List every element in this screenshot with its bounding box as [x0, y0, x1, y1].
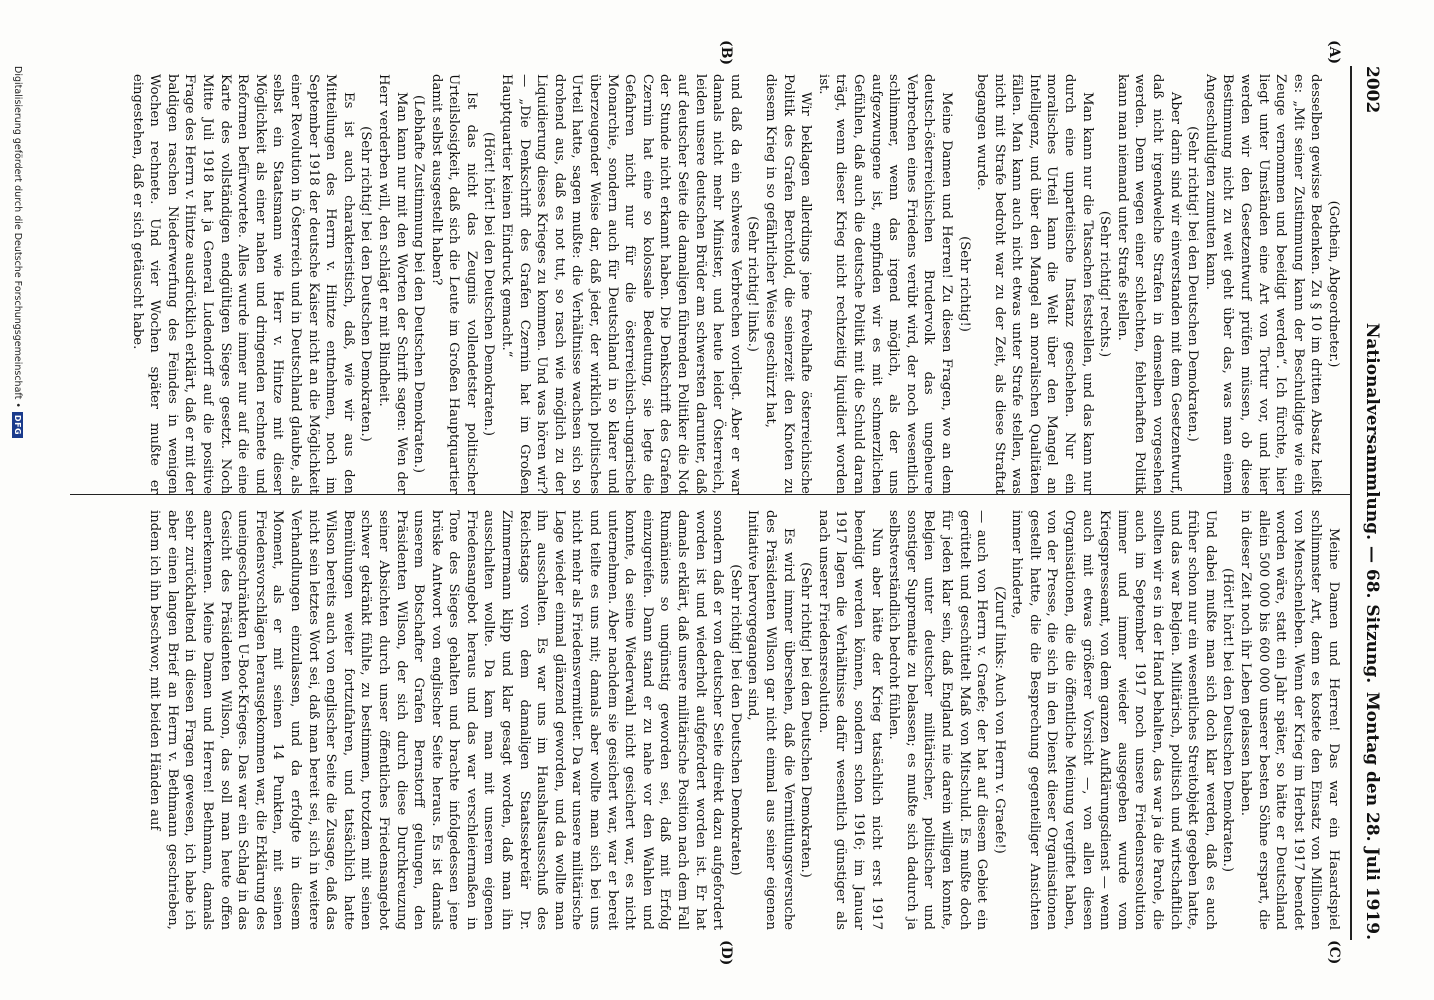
left-column: [128, 74, 1342, 494]
paragraph: Meine Damen und Herren! Das war ein Hasardspiel schlimmster Art, denn es kostete den Einsatz von Millionen von Menschenleben. Wenn der Krieg im Herbst 1917 beendet worden wäre, statt ein Jahr später, so hätte er Deutschland allein 500 000 bis 600 000 unserer besten Söhne erspart, die in dieser Zeit noch ihr Leben gelassen haben.: [1238, 510, 1341, 930]
margin-label-c: (C): [1326, 940, 1342, 965]
margin-label-d: (D): [718, 940, 734, 966]
paragraph: sondern daß er von deutscher Seite direkt dazu aufgefordert worden ist und wiederholt aufgefordert worden ist. Er hat damals erklärt, daß unsere militärische Position nach dem Fall Rumäniens so ungünstig geworden sei, daß mit Erfolg einzugreifen. Dann stand er zu nahe vor den Wahlen und konnte, da seine Wiederwahl nicht gesichert war, es nicht unternehmen. Aber nachdem sie gesichert war, war er bereit und teilte es uns mit; damals aber wollte man sich bei uns nicht mehr als Friedensvermittler. Da war unsere militärische Lage wieder einmal glänzend geworden, und da wollte man ihn ausschalten. Es war uns im Haushaltsausschuß des Reichstags von dem damaligen Staatssekretär Dr. Zimmermann klipp und klar gesagt worden, daß man ihn ausschalten wollte. Da kam man mit unserem eigenen Friedensangebot heraus und das war verschleiermaßen in Tone des Sieges gehalten und brachte infolgedessen jene brüske Antwort von englischer Seite heraus. Es ist damals unserem Botschafter Grafen Bernstorff gelungen, den Präsidenten Wilson, der sich durch diese Durchkreuzung seiner Absichten durch unser öffentliches Friedensangebot schwer gekränkt fühlte, zu bestimmen, trotzdem mit seinen Bemühungen weiter fortzufahren, und tatsächlich hatte Wilson bereits auch von englischer Seite die Zusage, daß das nicht sein letztes Wort sei, daß man bereit sei, sich in weitere Verhandlungen einzulassen, und da erfolgte in diesem Moment, als er mit seinen 14 Punkten, mit seinen Friedensvorschlägen herausgekommen war, die Erklärung des uneingeschränkten U-Boot-Krieges. Das war ein Schlag in das Gesicht des Präsidenten Wilson, das soll man heute offen anerkennen. Meine Damen und Herren! Bethmann, damals sehr zurückhaltend in diesen Fragen gewesen, ich habe ich aber einen langen Brief an Herrn v. Bethmann geschrieben, indem ich ihn beschwor, mit beiden Händen auf: [147, 510, 726, 930]
interjection: (Lebhafte Zustimmung bei den Deutschen Demokraten.): [411, 94, 427, 474]
interjection: (Gothein, Abgeordneter.): [1326, 200, 1341, 368]
paragraph: Meine Damen und Herren! Zu diesen Fragen, wo an dem deutsch-österreichischen Brudervolk das ungeheure Verbrechen eines Friedens verübt wird, der noch wesentlich schlimmer, wenn das irgend möglich, als der uns aufgezwungene ist, empfinden wir es mit schmerzlichen Gefühlen, daß auch die deutsche Politik mit die Schuld daran trägt, wenn dieser Krieg nicht rechtzeitig liquidiert worden ist.: [815, 74, 954, 494]
paragraph: Man kann nur die Tatsachen feststellen, und das kann nur durch eine unparteiische Instanz geschehen. Nur ein moralisches Urteil kann die Welt über den Mangel an Intelligenz, und über den Mangel an moralischen Qualitäten fällen. Man kann auch nicht etwas unter Strafe stellen, was nicht mit Strafe bedroht war zu der Zeit, als diese Straftat begangen wurde.: [974, 74, 1095, 494]
session-date: Montag den 28. Juli 1919.: [1362, 691, 1382, 940]
digitization-credit: [12, 66, 23, 438]
paragraph: Wir beklagen allerdings jene frevelhafte österreichische Politik des Grafen Berchtold, die seinerzeit den Knoten zu diesem Krieg in so gefährlicher Weise geschürzt hat,: [763, 74, 814, 494]
interjection: (Sehr richtig! bei den Deutschen Demokraten.): [358, 126, 374, 442]
paragraph: Aber darin sind wir einverstanden mit dem Gesetzentwurf, daß nicht irgendwelche Strafen in demselben vorgesehen werden. Denn wegen einer schlechten, fehlerhaften Politik kann man niemand unter Strafe stellen.: [1114, 74, 1183, 494]
paragraph: Man kann nur mit den Worten der Schrift sagen: Wen der Herr verderben will, den schlägt er mit Blindheit.: [375, 74, 409, 494]
paragraph: — auch von Herrn v. Graefe; der hat auf diesem Gebiet ein gerüttelt und geschüttelt Maß von Mitschuld. Es mußte doch für jeden klar sein, daß England nie darein willigen konnte, Belgien unter deutscher militärischer, politischer und sonstiger Suprematie zu belassen; es mußte sich dadurch ja selbstverständlich bedroht fühlen.: [886, 510, 990, 930]
interjection: (Hört! hört! bei den Deutschen Demokraten.): [1220, 567, 1236, 872]
right-column: [146, 510, 1342, 930]
paragraph: desselben gewisse Bedenken. Zu § 10 im dritten Absatz heißt es: „Mit seiner Zustimmung kann der Beschuldigte wie ein Zeuge vernommen und beeidigt werden“. Ich fürchte, hier liegt unter Umständen eine Art von Tortur vor, und hier werden wir den Gesetzentwurf prüfen müssen, ob diese Bestimmung nicht zu weit geht über das, was man einem Angeschuldigten zumuten kann.: [1202, 74, 1324, 494]
interjection: (Sehr richtig!): [956, 236, 972, 332]
page-title: Nationalversammlung. — 68. Sitzung.: [1362, 322, 1382, 684]
interjection: (Hört! hört! bei den Deutschen Demokraten.): [481, 131, 497, 436]
paragraph: Es ist auch charakteristisch, daß, wie wir aus den Mitteilungen des Herrn v. Hintze entnehmen, noch im September 1918 der deutsche Kaiser nicht an die Möglichkeit einer Revolution in Österreich und in Deutschland glaubte, als selbst ein Staatsmann wie Herr v. Hintze mit dieser Möglichkeit als einer nahen und dringenden rechnete und Reformen befürwortete. Alles wurde immer nur auf die eine Karte des vollständigen endgültigen Sieges gesetzt. Noch Mitte Juli 1918 hat ja General Ludendorff auf die positive Frage des Herrn v. Hintze ausdrücklich erklärt, daß er mit der baldigen raschen Niederwerfung des Feindes in wenigen Wochen rechnete. Und vier Wochen später mußte er eingestehen, daß er sich getäuscht habe.: [129, 74, 356, 494]
paragraph: Ist das nicht das Zeugnis vollendetster politischer Urteilslosigkeit, daß sich die Leute im Großen Hauptquartier damit selbst ausgestellt haben?: [428, 74, 479, 494]
paragraph: Nun aber hätte der Krieg tatsächlich nicht erst 1917 beendigt werden können, sondern schon 1916; im Januar 1917 lagen die Verhältnisse dafür wesentlich günstiger als nach unserer Friedensresolution.: [815, 510, 884, 930]
interjection: (Sehr richtig! rechts.): [1097, 210, 1113, 358]
margin-label-b: (B): [718, 40, 734, 66]
credit-text: Digitalisierung gefördert durch die Deutsche Forschungsgemeinschaft •: [12, 66, 23, 408]
interjection: (Sehr richtig! links.): [745, 216, 761, 352]
interjection: (Sehr richtig! bei den Deutschen Demokraten.): [798, 562, 814, 878]
header-rule: [1350, 66, 1352, 940]
page-number: 2002: [1362, 66, 1382, 114]
column-divider: [70, 494, 1350, 495]
dfg-logo: DFG: [12, 412, 23, 438]
margin-label-a: (A): [1326, 40, 1342, 65]
interjection: (Zuruf links: Auch von Herrn v. Graefe!): [991, 586, 1007, 854]
paragraph: Und dabei mußte man sich doch klar werden, daß es auch früher schon nur ein wesentliches Streitobjekt gegeben hatte, und das war Belgien. Militärisch, politisch und wirtschaftlich sollten wir es in der Hand behalten, das war ja die Parole, die auch im September 1917 noch unsere Friedensresolution immer und immer wieder ausgegeben wurde vom Kriegspresseamt, von dem ganzen Aufklärungsdienst — wenn auch mit etwas größerer Vorsicht —, von allen diesen Organisationen, die die öffentliche Meinung vergiftet haben, von der Presse, die sich in den Dienst dieser Organisationen gestellt hatte, die die Besprechung gegenteiliger Ansichten immer hinderte,: [1009, 510, 1218, 930]
paragraph: und daß da ein schweres Verbrechen vorliegt. Aber er war damals nicht mehr Minister, und heute leider Österreich, leiden unsere deutschen Brüder am schwersten darunter, daß auf deutscher Seite die damaligen führenden Politiker die Not der Stunde nicht erkannt haben. Die Denkschrift des Grafen Czernin hat eine so kolossale Bedeutung, sie legte die Gefahren nicht nur für die österreichisch-ungarische Monarchie, sondern auch für Deutschland in so klarer und überzeugender Weise dar, daß jeder, der wirklich politisches Urteil hatte, sagen mußte: die Verhältnisse wachsen sich so drohend aus, daß es not tut, so rasch wie möglich zu der Liquidierung dieses Krieges zu kommen. Und was hören wir? — „Die Denkschrift des Grafen Czernin hat im Großen Hauptquartier keinen Eindruck gemacht.“: [499, 74, 743, 494]
interjection: (Sehr richtig! bei den Deutschen Demokraten.): [1185, 126, 1201, 442]
paragraph: Es wird immer übersehen, daß die Vermittlungsversuche des Präsidenten Wilson gar nicht einmal aus seiner eigenen Initiative hervorgegangen sind,: [745, 510, 796, 930]
page-header: [1360, 66, 1382, 940]
interjection: (Sehr richtig! bei den Deutschen Demokraten): [727, 564, 743, 876]
